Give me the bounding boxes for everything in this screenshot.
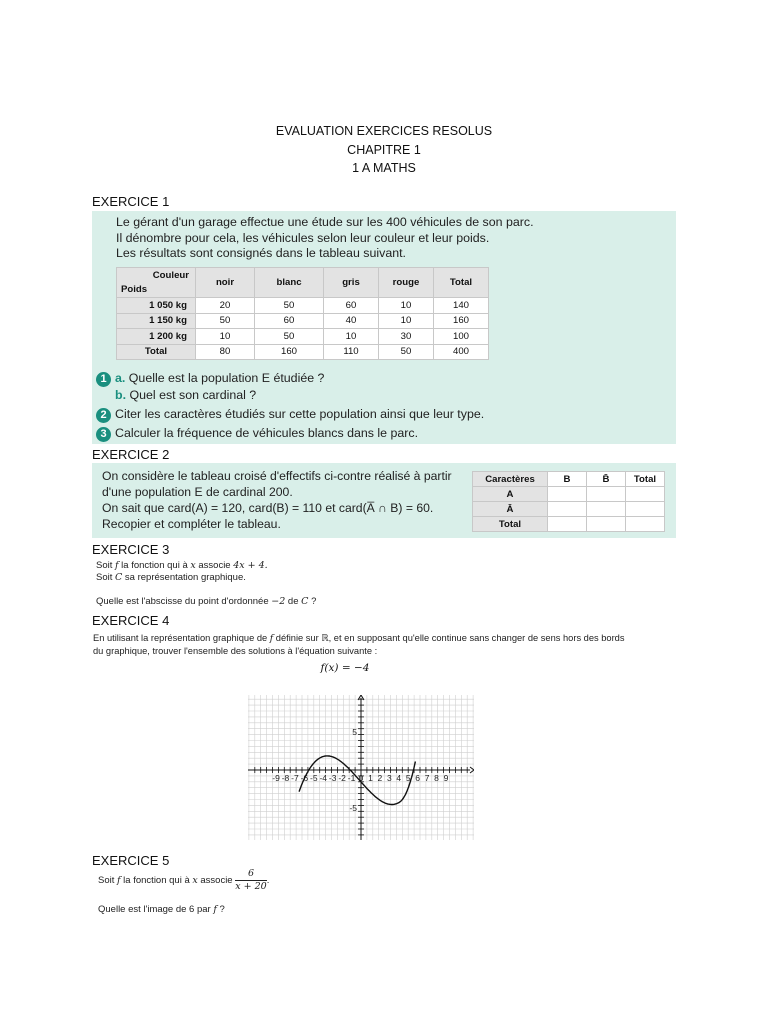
intro-line: Il dénombre pour cela, les véhicules selon leur couleur et leur poids. xyxy=(116,230,490,245)
exercise-4-label: EXERCICE 4 xyxy=(92,613,170,628)
table-row xyxy=(117,344,489,360)
table-cell: 20 xyxy=(196,298,255,314)
empty-cell xyxy=(626,487,665,502)
x-tick-label: -9 xyxy=(272,773,280,783)
table-cell: 50 xyxy=(196,313,255,329)
math-x: x xyxy=(192,875,198,887)
table-cell: 30 xyxy=(379,329,434,345)
table-cell: 10 xyxy=(196,329,255,345)
column-header: B̄ xyxy=(587,472,626,487)
text: Soit xyxy=(98,875,118,887)
empty-cell xyxy=(548,502,587,517)
question-3 xyxy=(96,425,418,442)
column-header: Caractères xyxy=(473,472,548,487)
table-cell: 50 xyxy=(255,298,324,314)
table-corner xyxy=(117,268,196,298)
empty-cell xyxy=(587,517,626,532)
text: Quelle est l'abscisse du point d'ordonnée xyxy=(96,596,272,607)
exercise-4-text xyxy=(93,632,625,657)
exercise-1-panel xyxy=(92,211,676,444)
exercise-3-question xyxy=(96,596,316,608)
table-cell: 80 xyxy=(196,344,255,360)
math-c: C xyxy=(115,572,123,583)
fraction xyxy=(235,868,266,893)
cross-table xyxy=(472,471,665,532)
fraction-numerator: 6 xyxy=(247,868,254,879)
empty-cell xyxy=(587,502,626,517)
table-row xyxy=(117,329,489,345)
question-1b xyxy=(115,387,256,403)
math-value: −2 xyxy=(271,596,286,607)
text: Quelle est l'image de 6 par xyxy=(98,904,214,915)
text: définie sur ℝ, et en supposant qu'elle continue sans changer de sens hors des bords xyxy=(273,633,625,643)
text: associe xyxy=(195,560,234,571)
empty-cell xyxy=(587,487,626,502)
corner-bottom-label: Poids xyxy=(121,284,148,295)
math-f: f xyxy=(117,875,121,887)
table-cell: 60 xyxy=(255,313,324,329)
exercise-2-label: EXERCICE 2 xyxy=(92,447,170,462)
empty-cell xyxy=(548,487,587,502)
row-header: 1 050 kg xyxy=(117,298,196,314)
text: de xyxy=(285,596,302,607)
number-badge: 1 xyxy=(96,372,111,387)
row-header: 1 200 kg xyxy=(117,329,196,345)
row-header: 1 150 kg xyxy=(117,313,196,329)
sub-label: a. xyxy=(115,371,126,385)
exercise-2-panel xyxy=(92,463,676,538)
x-tick-label: 6 xyxy=(415,773,421,783)
table-row xyxy=(117,298,489,314)
x-tick-label: -2 xyxy=(338,773,346,783)
exercise-3-label: EXERCICE 3 xyxy=(92,542,170,557)
header-class: 1 A MATHS xyxy=(352,161,416,175)
text: sa représentation graphique. xyxy=(122,572,246,583)
row-header: Total xyxy=(473,517,548,532)
text-line: On sait que card(A) = 120, card(B) = 110 et card(A̅ ∩ B) = 60. xyxy=(102,501,434,515)
x-tick-label: -4 xyxy=(319,773,328,783)
text: la fonction qui à xyxy=(118,560,191,571)
column-header: Total xyxy=(626,472,665,487)
column-header: rouge xyxy=(379,268,434,298)
number-badge: 2 xyxy=(96,408,111,423)
column-header: blanc xyxy=(255,268,324,298)
text: ? xyxy=(308,596,317,607)
row-header: Ā xyxy=(473,502,548,517)
text: En utilisant la représentation graphique de xyxy=(93,633,270,643)
document-header xyxy=(0,122,768,178)
table-row xyxy=(117,313,489,329)
table-cell: 50 xyxy=(255,329,324,345)
y-tick-label: 5 xyxy=(352,727,357,738)
empty-cell xyxy=(626,502,665,517)
table-cell: 400 xyxy=(434,344,489,360)
x-tick-label: 3 xyxy=(386,773,392,783)
math-expression: 4x + 4. xyxy=(233,560,268,571)
text-line: Recopier et compléter le tableau. xyxy=(102,517,281,531)
table-cell: 140 xyxy=(434,298,489,314)
math-x: x xyxy=(190,560,196,571)
text: la fonction qui à xyxy=(120,875,193,887)
text-line: d'une population E de cardinal 200. xyxy=(102,485,293,499)
text: du graphique, trouver l'ensemble des solutions à l'équation suivante : xyxy=(93,646,378,656)
x-tick-label: -1 xyxy=(347,773,356,783)
row-header: A xyxy=(473,487,548,502)
question-2 xyxy=(96,406,484,423)
text: ? xyxy=(216,904,225,915)
y-tick-label: -5 xyxy=(349,802,357,813)
x-tick-label: 2 xyxy=(377,773,383,783)
x-tick-label: -8 xyxy=(281,773,290,783)
row-header: Total xyxy=(117,344,196,360)
column-header: B xyxy=(548,472,587,487)
x-tick-label: 4 xyxy=(396,773,402,783)
empty-cell xyxy=(626,517,665,532)
question-text: Calculer la fréquence de véhicules blancs dans le parc. xyxy=(115,426,419,440)
exercise-5-question xyxy=(98,904,225,916)
exercise-1-intro xyxy=(116,215,534,262)
exercise-1-label: EXERCICE 1 xyxy=(92,194,170,209)
question-text: Citer les caractères étudiés sur cette population ainsi que leur type. xyxy=(115,407,485,421)
x-tick-label: -3 xyxy=(328,773,337,783)
exercise-5-line-1: Soit f la fonction qui à x associe $\frac{6}{x + 20}$ . xyxy=(98,868,270,892)
question-1a xyxy=(96,370,324,387)
table-row xyxy=(473,502,665,517)
text: Soit xyxy=(96,572,116,583)
question-text: Quel est son cardinal ? xyxy=(129,388,257,402)
intro-line: Les résultats sont consignés dans le tableau suivant. xyxy=(116,246,406,260)
x-tick-label: 7 xyxy=(424,773,430,783)
question-text: Quelle est la population E étudiée ? xyxy=(128,371,325,385)
column-header: noir xyxy=(196,268,255,298)
number-badge: 3 xyxy=(96,427,111,442)
text: associe xyxy=(197,875,236,887)
vehicles-table xyxy=(116,267,489,360)
table-cell: 160 xyxy=(434,313,489,329)
table-cell: 10 xyxy=(324,329,379,345)
table-cell: 110 xyxy=(324,344,379,360)
sub-label: b. xyxy=(115,388,127,402)
x-tick-label: 0 xyxy=(358,773,364,783)
exercise-3-line-2 xyxy=(96,572,246,584)
table-cell: 60 xyxy=(324,298,379,314)
math-f: f xyxy=(115,560,119,571)
table-cell: 100 xyxy=(434,329,489,345)
math-c: C xyxy=(301,596,309,607)
header-title: EVALUATION EXERCICES RESOLUS xyxy=(275,124,493,138)
x-tick-label: 5 xyxy=(405,773,411,783)
x-tick-label: -5 xyxy=(310,773,318,783)
table-cell: 50 xyxy=(379,344,434,360)
math-f: f xyxy=(213,904,217,915)
x-tick-label: 8 xyxy=(434,773,439,783)
exercise-4-equation: f(x) = −4 xyxy=(320,662,370,674)
math-f: f xyxy=(269,633,274,644)
table-row xyxy=(473,517,665,532)
table-cell: 160 xyxy=(255,344,324,360)
x-tick-label: -7 xyxy=(291,773,299,783)
exercise-3-line-1 xyxy=(96,560,268,572)
x-tick-label: 9 xyxy=(443,773,449,783)
table-row xyxy=(473,487,665,502)
table-cell: 10 xyxy=(379,298,434,314)
text-line: On considère le tableau croisé d'effectifs ci-contre réalisé à partir xyxy=(102,469,452,483)
function-graph xyxy=(248,695,474,840)
x-tick-label: 1 xyxy=(368,773,373,783)
corner-top-label: Couleur xyxy=(152,270,189,281)
table-cell: 40 xyxy=(324,313,379,329)
text: Soit xyxy=(96,560,116,571)
intro-line: Le gérant d'un garage effectue une étude sur les 400 véhicules de son parc. xyxy=(116,215,534,229)
fraction-denominator: x + 20 xyxy=(235,881,267,892)
column-header: gris xyxy=(324,268,379,298)
exercise-2-text xyxy=(102,468,452,532)
x-tick-label: -6 xyxy=(300,773,309,783)
column-header: Total xyxy=(434,268,489,298)
table-cell: 10 xyxy=(379,313,434,329)
empty-cell xyxy=(548,517,587,532)
header-chapter: CHAPITRE 1 xyxy=(347,142,421,157)
exercise-5-label: EXERCICE 5 xyxy=(92,853,170,868)
